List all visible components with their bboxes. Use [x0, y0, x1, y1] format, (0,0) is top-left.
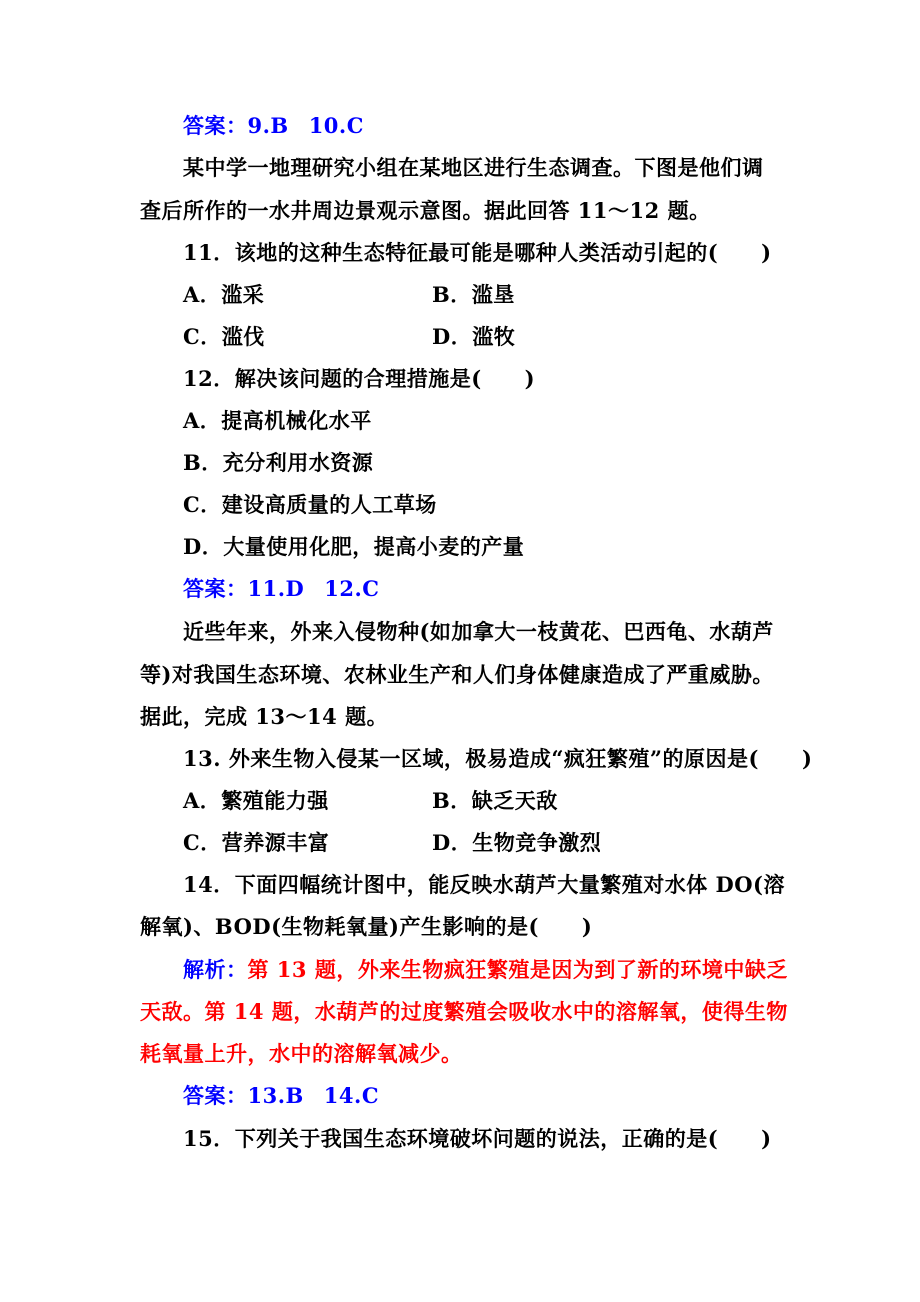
option-b: B．缺乏天敌	[432, 788, 558, 813]
analysis-label: 解析：	[183, 957, 248, 982]
analysis-line: 耗氧量上升，水中的溶解氧减少。	[140, 1041, 463, 1066]
option-a: A．提高机械化水平	[183, 408, 372, 433]
question-15-stem: 15．下列关于我国生态环境破坏问题的说法，正确的是( )	[183, 1126, 772, 1151]
question-12-stem: 12．解决该问题的合理措施是( )	[183, 366, 536, 391]
answer-value: 14.C	[323, 1083, 380, 1108]
answer-label: 答案：	[183, 1083, 248, 1108]
option-d: D．滥牧	[432, 324, 516, 349]
question-11-stem: 11．该地的这种生态特征最可能是哪种人类活动引起的( )	[183, 240, 772, 265]
intro-paragraph-line: 近些年来，外来入侵物种(如加拿大一枝黄花、巴西龟、水葫芦	[183, 619, 774, 644]
option-b: B．滥垦	[432, 282, 515, 307]
answer-9-10	[183, 111, 364, 141]
intro-paragraph-line: 查后所作的一水井周边景观示意图。据此回答 11～12 题。	[140, 198, 711, 223]
answer-value: 10.C	[308, 113, 364, 138]
question-14-stem: 14．下面四幅统计图中，能反映水葫芦大量繁殖对水体 DO(溶	[183, 872, 785, 897]
analysis-line	[183, 955, 788, 985]
option-c: C．营养源丰富	[183, 830, 330, 855]
option-c: C．建设高质量的人工草场	[183, 492, 437, 517]
answer-label: 答案：	[183, 113, 248, 138]
answer-11-12	[183, 574, 380, 604]
answer-value: 12.C	[324, 576, 380, 601]
answer-label: 答案：	[183, 576, 248, 601]
intro-paragraph-line: 某中学一地理研究小组在某地区进行生态调查。下图是他们调	[183, 155, 764, 180]
answer-13-14	[183, 1081, 379, 1111]
question-14-stem-cont: 解氧)、BOD(生物耗氧量)产生影响的是( )	[140, 914, 593, 939]
option-a: A．滥采	[183, 282, 265, 307]
analysis-text: 第 13 题，外来生物疯狂繁殖是因为到了新的环境中缺乏	[247, 957, 788, 982]
answer-value: 9.B	[247, 113, 289, 138]
analysis-line: 天敌。第 14 题，水葫芦的过度繁殖会吸收水中的溶解氧，使得生物	[140, 999, 788, 1024]
answer-value: 13.B	[247, 1083, 304, 1108]
option-c: C．滥伐	[183, 324, 265, 349]
answer-value: 11.D	[247, 576, 305, 601]
intro-paragraph-line: 据此，完成 13～14 题。	[140, 704, 389, 729]
option-d: D．大量使用化肥，提高小麦的产量	[183, 534, 525, 559]
option-b: B．充分利用水资源	[183, 450, 374, 475]
option-a: A．繁殖能力强	[183, 788, 329, 813]
question-13-stem: 13. 外来生物入侵某一区域，极易造成“疯狂繁殖”的原因是( )	[183, 746, 813, 771]
option-d: D．生物竞争激烈	[432, 830, 602, 855]
intro-paragraph-line: 等)对我国生态环境、农林业生产和人们身体健康造成了严重威胁。	[140, 662, 774, 687]
